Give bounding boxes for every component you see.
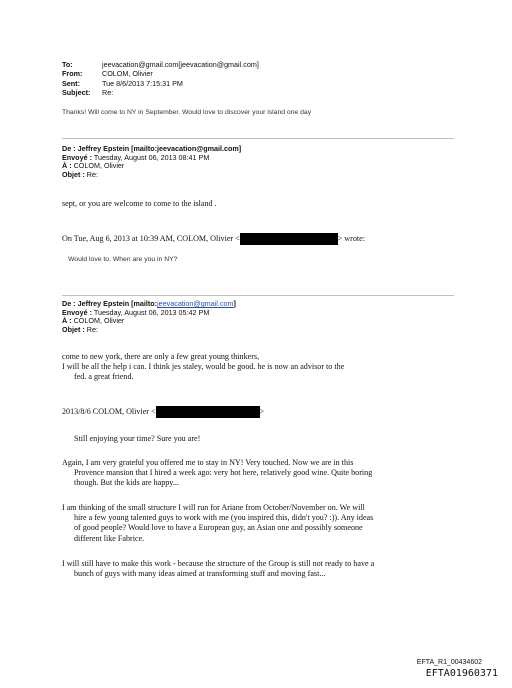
message-paragraph: [62, 559, 462, 579]
mailto-link[interactable]: jeevacation@gmail.com: [157, 299, 234, 308]
subject-value: Re:: [102, 88, 114, 98]
from-value: COLOM, Olivier: [102, 69, 153, 79]
sent-label: Sent:: [62, 78, 80, 88]
redaction-box: [156, 406, 260, 418]
a-label: À :: [62, 316, 72, 326]
a-value: COLOM, Olivier: [73, 161, 125, 171]
date-line: [62, 406, 264, 418]
objet-label: Objet :: [62, 324, 85, 334]
message-line: come to new york, there are only a few great young thinkers,: [62, 352, 260, 361]
de-prefix: De : Jeffrey Epstein [mailto:: [62, 299, 158, 308]
quoted-header: [62, 145, 241, 179]
envoye-label: Envoyé :: [62, 307, 92, 317]
message-text: Would love to. When are you in NY?: [68, 256, 178, 263]
on-wrote-line: [62, 233, 365, 245]
a-label: À :: [62, 161, 72, 171]
a-value: COLOM, Olivier: [73, 316, 125, 326]
message-line: I am thinking of the small structure I will run for Ariane from October/November on. We will: [62, 503, 365, 512]
message-text: Still enjoying your time? Sure you are!: [74, 434, 201, 443]
message-line: Provence mansion that I hired a week ago: very hot here, relatively good wine. Quite boring: [74, 468, 373, 478]
objet-value: Re:: [86, 324, 98, 334]
message-paragraph: [62, 503, 462, 544]
on-wrote-suffix: > wrote:: [337, 233, 365, 243]
message-line: fed. a great friend.: [74, 372, 134, 382]
to-label: To:: [62, 60, 73, 69]
message-paragraph: [62, 458, 462, 489]
message-line: bunch of guys with many ideas aimed at transforming stuff and moving fast...: [74, 569, 326, 579]
de-suffix: ]: [233, 299, 236, 308]
message-line: I will still have to make this work - because the structure of the Group is still not ready to have a: [62, 559, 375, 568]
message-line: Again, I am very grateful you offered me to stay in NY! Very touched. Now we are in this: [62, 458, 354, 467]
divider: [62, 295, 454, 296]
objet-label: Objet :: [62, 169, 85, 179]
envoye-label: Envoyé :: [62, 152, 92, 162]
objet-value: Re:: [86, 169, 98, 179]
envoye-value: Tuesday, August 06, 2013 05:42 PM: [93, 307, 210, 317]
divider: [62, 138, 454, 139]
message-text: Thanks! Will come to NY in September. Would love to discover your island one day: [62, 109, 312, 116]
on-wrote-prefix: On Tue, Aug 6, 2013 at 10:39 AM, COLOM, Olivier <: [62, 233, 240, 243]
to-value: jeevacation@gmail.com[jeevacation@gmail.com]: [102, 60, 259, 69]
document-id: EFTA_R1_00434602: [416, 659, 482, 666]
message-line: different like Fabrice.: [74, 533, 145, 543]
subject-label: Subject:: [62, 88, 91, 98]
message-line: of good people? Would love to have a European guy, an Asian one and possibly someone: [74, 523, 363, 533]
date-suffix: >: [259, 406, 265, 416]
message-line: though. But the kids are happy...: [74, 478, 179, 488]
quoted-header: [62, 300, 236, 334]
date-prefix: 2013/8/6 COLOM, Olivier <: [62, 406, 156, 416]
sent-value: Tue 8/6/2013 7:15:31 PM: [102, 78, 183, 88]
bates-number: EFTA01960371: [425, 668, 498, 679]
from-label: From:: [62, 69, 83, 79]
message-line: hire a few young talented guys to work with me (you inspired this, didn't you? :)). Any ideas: [74, 513, 374, 523]
message-paragraph: [62, 352, 462, 383]
de-line: De : Jeffrey Epstein [mailto:jeevacation@gmail.com]: [62, 144, 242, 153]
envoye-value: Tuesday, August 06, 2013 08:41 PM: [93, 152, 210, 162]
email-header: [62, 60, 442, 98]
message-text: sept, or you are welcome to come to the island .: [62, 199, 217, 208]
redaction-box: [240, 233, 338, 245]
message-line: I will be all the help i can. I think jes staley, would be good. he is now an advisor to the: [62, 362, 345, 372]
